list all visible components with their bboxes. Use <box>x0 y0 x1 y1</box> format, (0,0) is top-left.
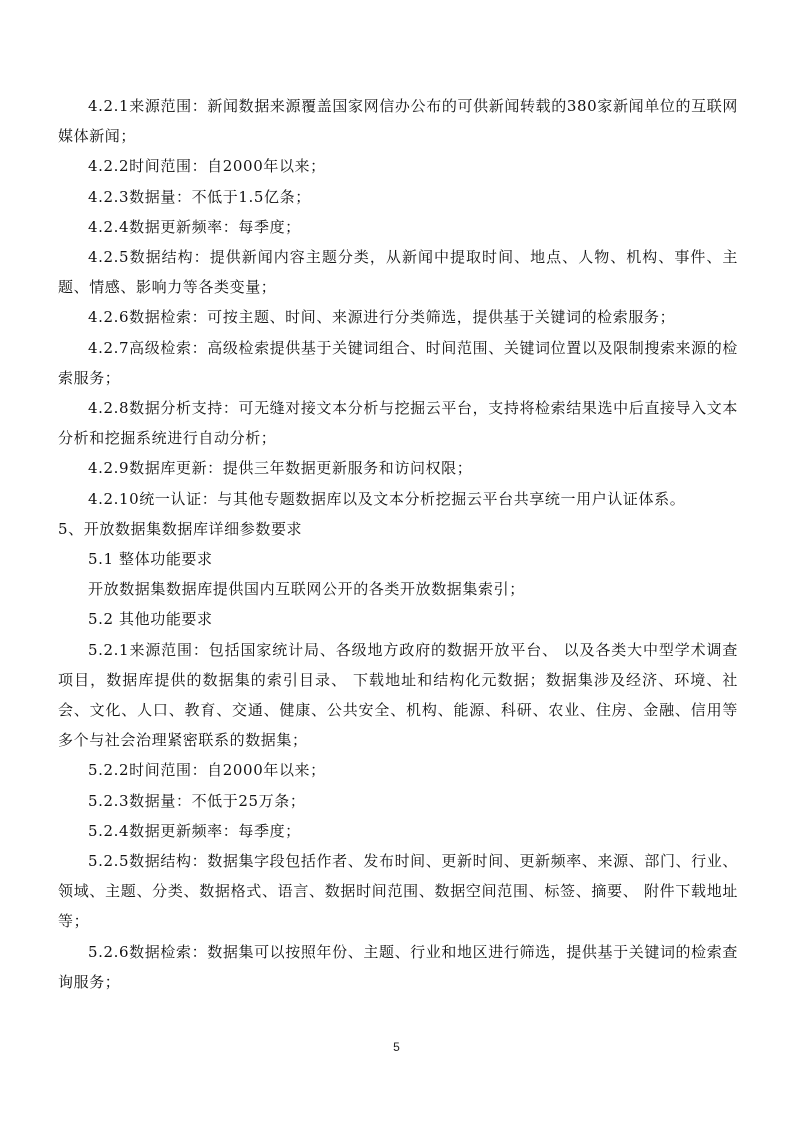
paragraph-4-2-3: 4.2.3数据量：不低于1.5亿条； <box>88 187 311 206</box>
paragraph-5-2-3: 5.2.3数据量：不低于25万条； <box>88 791 306 810</box>
subheading-5-1: 5.1 整体功能要求 <box>88 550 213 569</box>
paragraph-4-2-7: 4.2.7高级检索：高级检索提供基于关键词组合、时间范围、关键词位置以及限制搜索来源的检索服务； <box>58 338 738 387</box>
paragraph-4-2-8: 4.2.8数据分析支持：可无缝对接文本分析与挖掘云平台，支持将检索结果选中后直接导入文本分析和挖掘系统进行自动分析； <box>58 399 738 448</box>
paragraph-4-2-10: 4.2.10统一认证：与其他专题数据库以及文本分析挖掘云平台共享统一用户认证体系。 <box>88 489 686 508</box>
paragraph-5-2-1: 5.2.1来源范围：包括国家统计局、各级地方政府的数据开放平台、 以及各类大中型学术调查项目，数据库提供的数据集的索引目录、 下载地址和结构化元数据；数据集涉及经济、环境、社会、文化、人口、教育、交通、健康、公共安全、机构、能源、科研、农业、住房、金融、信用等多个与社会治理紧密联系的数据集； <box>58 640 738 750</box>
paragraph-4-2-4: 4.2.4数据更新频率：每季度； <box>88 217 301 236</box>
paragraph-5-2-4: 5.2.4数据更新频率：每季度； <box>88 821 301 840</box>
document-body <box>58 91 738 997</box>
paragraph-5-2-5: 5.2.5数据结构：数据集字段包括作者、发布时间、更新时间、更新频率、来源、部门、行业、领域、主题、分类、数据格式、语言、数据时间范围、数据空间范围、标签、摘要、 附件下载地址等； <box>58 852 738 931</box>
paragraph-4-2-6: 4.2.6数据检索：可按主题、时间、来源进行分类筛选，提供基于关键词的检索服务； <box>88 308 676 327</box>
paragraph-4-2-5: 4.2.5数据结构：提供新闻内容主题分类，从新闻中提取时间、地点、人物、机构、事件、主题、情感、影响力等各类变量； <box>58 248 738 297</box>
paragraph-5-2-2: 5.2.2时间范围：自2000年以来； <box>88 761 326 780</box>
paragraph-5-2-6: 5.2.6数据检索：数据集可以按照年份、主题、行业和地区进行筛选，提供基于关键词的检索查询服务； <box>58 942 738 991</box>
paragraph-5-1-body: 开放数据集数据库提供国内互联网公开的各类开放数据集索引； <box>88 580 525 599</box>
page-number: 5 <box>393 1040 400 1054</box>
paragraph-4-2-2: 4.2.2时间范围：自2000年以来； <box>88 157 326 176</box>
section-heading-5: 5、开放数据集数据库详细参数要求 <box>58 519 303 538</box>
paragraph-4-2-1: 4.2.1来源范围：新闻数据来源覆盖国家网信办公布的可供新闻转载的380家新闻单位的互联网媒体新闻； <box>58 97 738 146</box>
paragraph-4-2-9: 4.2.9数据库更新：提供三年数据更新服务和访问权限； <box>88 459 473 478</box>
subheading-5-2: 5.2 其他功能要求 <box>88 610 213 629</box>
